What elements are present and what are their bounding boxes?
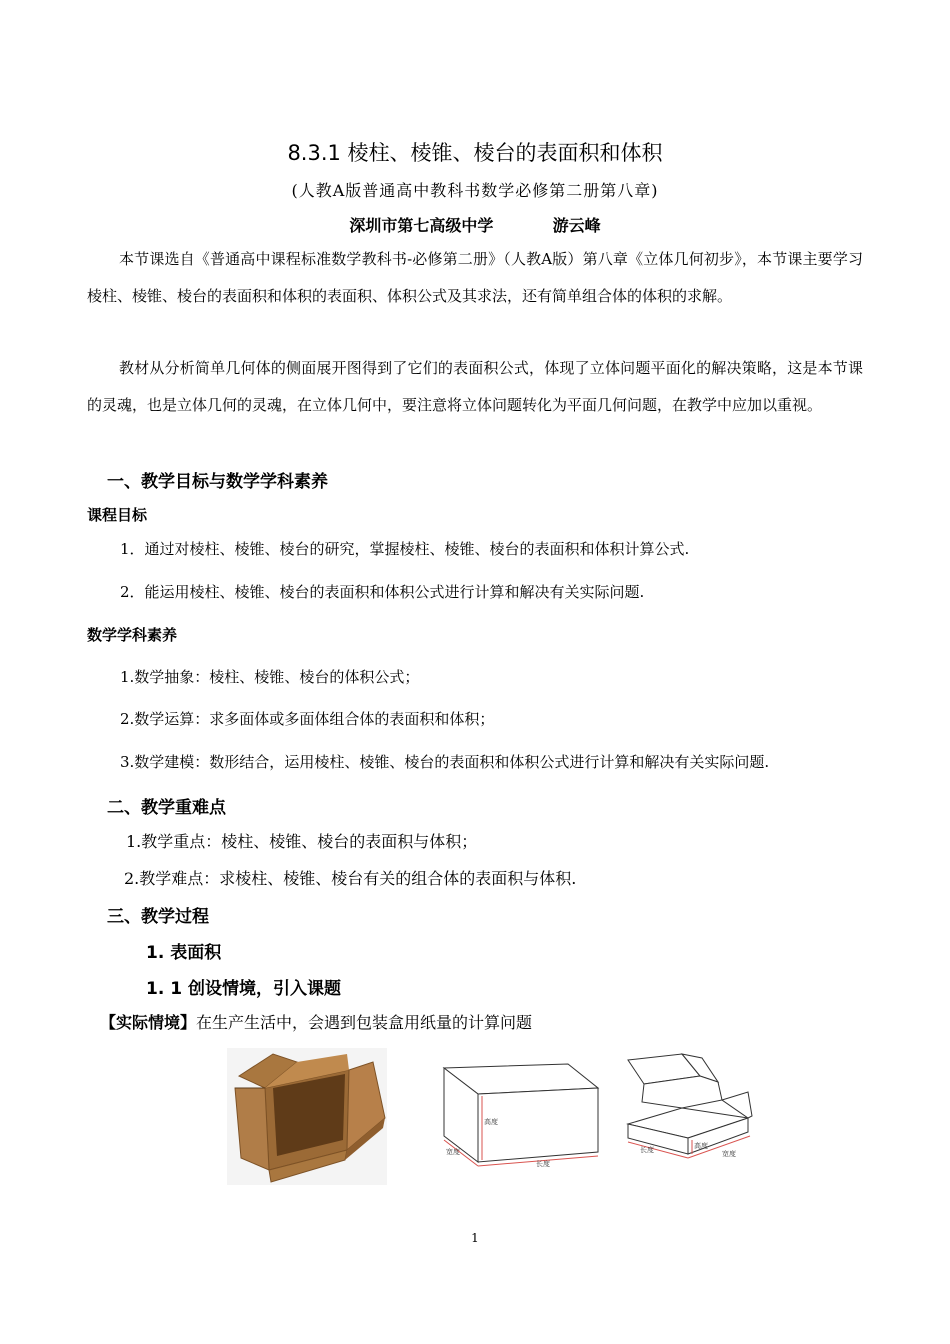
intro-paragraph-2: 教材从分析简单几何体的侧面展开图得到了它们的表面积公式，体现了立体问题平面化的解决策略，这是本节课的灵魂，也是立体几何的灵魂，在立体几何中，要注意将立体问题转化为平面几何问题，在教学中应加以重视。: [87, 359, 863, 414]
scenario-label: 【实际情境】: [100, 1013, 197, 1032]
goal-item: 2．能运用棱柱、棱锥、棱台的表面积和体积公式进行计算和解决有关实际问题.: [120, 583, 645, 601]
scenario-line: [100, 1010, 532, 1033]
length-label: 长度: [536, 1160, 550, 1168]
school-name: 深圳市第七高级中学: [349, 216, 494, 235]
height-label: 高度: [694, 1142, 708, 1150]
subsection-heading: 1. 表面积: [146, 943, 222, 963]
literacy-item: 1.数学抽象：棱柱、棱锥、棱台的体积公式；: [120, 668, 420, 686]
difficulty-item: 1.教学重点：棱柱、棱锥、棱台的表面积与体积；: [126, 832, 478, 851]
width-label: 宽度: [722, 1150, 736, 1158]
literacy-item: 2.数学运算：求多面体或多面体组合体的表面积和体积；: [120, 710, 495, 728]
author-line: [0, 213, 950, 236]
difficulty-item: 2.教学难点：求棱柱、棱锥、棱台有关的组合体的表面积与体积.: [124, 869, 577, 888]
goal-item: 1．通过对棱柱、棱锥、棱台的研究，掌握棱柱、棱锥、棱台的表面积和体积计算公式.: [120, 540, 690, 558]
author-name: 游云峰: [552, 216, 601, 235]
page-title: 8.3.1 棱柱、棱锥、棱台的表面积和体积: [287, 141, 663, 165]
page-number: 1: [471, 1231, 479, 1245]
goals-heading: 课程目标: [87, 506, 148, 524]
scenario-text: 在生产生活中，会遇到包装盒用纸量的计算问题: [196, 1013, 533, 1032]
subsubsection-heading: 1. 1 创设情境，引入课题: [146, 979, 341, 999]
page-subtitle: (人教A版普通高中教科书数学必修第二册第八章): [291, 181, 659, 200]
intro-paragraph-1: 本节课选自《普通高中课程标准数学教科书-必修第二册》（人教A版）第八章《立体几何初步》，本节课主要学习棱柱、棱锥、棱台的表面积和体积的表面积、体积公式及其求法，还有简单组合体的体积的求解。: [87, 250, 863, 305]
open-lid-box-diagram: [622, 1052, 756, 1167]
section-1-heading: 一、教学目标与数学学科素养: [107, 472, 328, 492]
literacy-heading: 数学学科素养: [87, 626, 178, 644]
literacy-item: 3.数学建模：数形结合，运用棱柱、棱锥、棱台的表面积和体积公式进行计算和解决有关实际问题.: [120, 753, 770, 771]
section-3-heading: 三、教学过程: [107, 907, 209, 927]
section-2-heading: 二、教学重难点: [107, 798, 226, 818]
cardboard-box-photo: [227, 1048, 387, 1185]
height-label: 高度: [484, 1118, 498, 1126]
closed-box-diagram: [440, 1060, 600, 1170]
length-label: 长度: [640, 1146, 654, 1154]
width-label: 宽度: [446, 1148, 460, 1156]
